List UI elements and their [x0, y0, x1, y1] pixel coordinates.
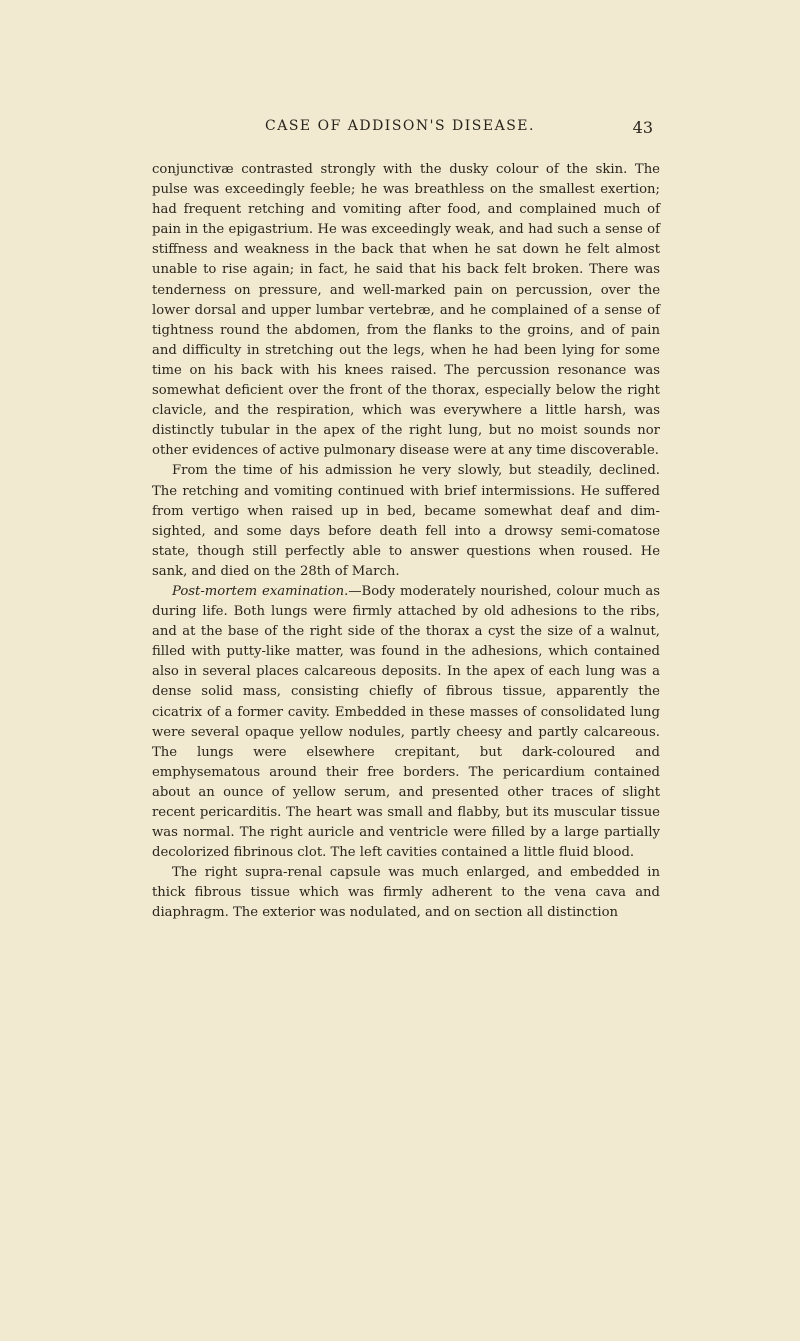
paragraph-post-mortem	[152, 582, 660, 863]
page-number: 43	[632, 118, 653, 137]
running-head	[0, 118, 800, 142]
section-run-in-heading: Post-mortem examination.	[172, 583, 349, 599]
body-text	[152, 160, 660, 924]
paragraph-supra-renal	[152, 863, 660, 923]
paragraph-text: The right supra-renal capsule was much enlarged, and embedded in thick fibrous tissue which was firmly adherent to the vena cava and diaphragm. The exterior was nodulated, and on section all distinction	[152, 865, 660, 921]
paragraph-decline	[152, 461, 660, 582]
paragraph-text: —Body moderately nourished, colour much as during life. Both lungs were firmly attached by old adhesions to the ribs, and at the base of the right side of the thorax a cyst the size of a walnut, filled with putty-like matter, was found in the adhesions, which contained also in several places calcareous deposits. In the apex of each lung was a dense solid mass, consisting chiefly of fibrous tissue, apparently the cicatrix of a former cavity. Embedded in these masses of consolidated lung were several opaque yellow nodules, partly cheesy and partly calcareous. The lungs were elsewhere crepitant, but dark-coloured and emphysematous around their free borders. The pericardium contained about an ounce of yellow serum, and presented other traces of slight recent pericarditis. The heart was small and flabby, but its muscular tissue was normal. The right auricle and ventricle were filled by a large partially decolorized fibrinous clot. The left cavities contained a little fluid blood.	[152, 583, 660, 861]
paragraph-text: From the time of his admission he very slowly, but steadily, declined. The retching and vomiting continued with brief intermissions. He suffered from vertigo when raised up in bed, became somewhat deaf and dim-sighted, and some days before death fell into a drowsy semi-comatose state, though still perfectly able to answer questions when roused. He sank, and died on the 28th of March.	[152, 463, 660, 579]
paragraph-symptoms	[152, 160, 660, 461]
running-title: CASE OF ADDISON'S DISEASE.	[265, 118, 535, 134]
paragraph-text: conjunctivæ contrasted strongly with the dusky colour of the skin. The pulse was exceedingly feeble; he was breathless on the smallest exertion; had frequent retching and vomiting after food, and complained much of pain in the epigastrium. He was exceedingly weak, and had such a sense of stiffness and weakness in the back that when he sat down he felt almost unable to rise again; in fact, he said that his back felt broken. There was tenderness on pressure, and well-marked pain on percussion, over the lower dorsal and upper lumbar vertebræ, and he complained of a sense of tightness round the abdomen, from the flanks to the groins, and of pain and difficulty in stretching out the legs, when he had been lying for some time on his back with his knees raised. The percussion resonance was somewhat deficient over the front of the thorax, especially below the right clavicle, and the respiration, which was everywhere a little harsh, was distinctly tubular in the apex of the right lung, but no moist sounds nor other evidences of active pulmonary disease were at any time discoverable.	[152, 162, 660, 459]
